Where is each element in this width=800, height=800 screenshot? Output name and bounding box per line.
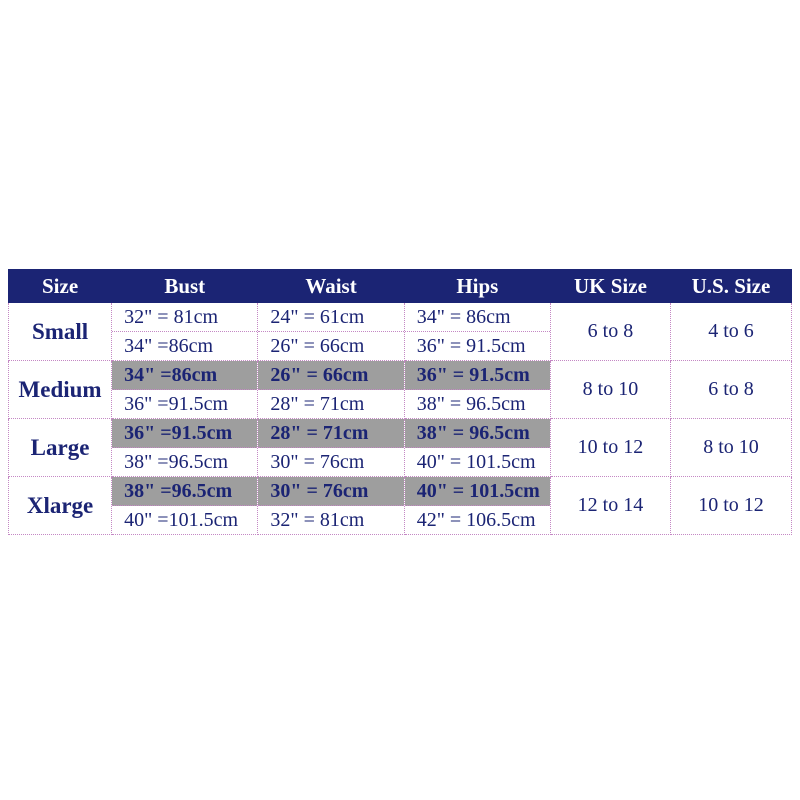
row-bust-cell: [112, 477, 258, 535]
waist-value-top: 24" = 61cm: [258, 303, 403, 332]
row-size-label: Medium: [9, 361, 112, 419]
bust-value-top: 34" =86cm: [112, 361, 257, 390]
hips-value-top: 40" = 101.5cm: [405, 477, 550, 506]
column-header-hips: Hips: [404, 270, 550, 303]
bust-value-top: 38" =96.5cm: [112, 477, 257, 506]
row-bust-cell: [112, 361, 258, 419]
hips-value-top: 34" = 86cm: [405, 303, 550, 332]
row-size-label: Large: [9, 419, 112, 477]
waist-value-top: 28" = 71cm: [258, 419, 403, 448]
column-header-waist: Waist: [258, 270, 404, 303]
bust-value-top: 32" = 81cm: [112, 303, 257, 332]
bust-value-bottom: 38" =96.5cm: [124, 451, 229, 473]
row-uk-size: 8 to 10: [550, 361, 670, 419]
row-hips-cell: [404, 303, 550, 361]
row-hips-cell: [404, 361, 550, 419]
column-header-us: U.S. Size: [670, 270, 791, 303]
table-row: [9, 477, 792, 535]
table-row: [9, 419, 792, 477]
row-size-label: Xlarge: [9, 477, 112, 535]
row-uk-size: 6 to 8: [550, 303, 670, 361]
waist-value-bottom: 26" = 66cm: [270, 335, 365, 357]
column-header-uk: UK Size: [550, 270, 670, 303]
hips-value-bottom: 42" = 106.5cm: [416, 509, 536, 531]
column-header-bust: Bust: [112, 270, 258, 303]
table-row: [9, 303, 792, 361]
bust-value-bottom: 40" =101.5cm: [124, 509, 239, 531]
row-waist-cell: [258, 419, 404, 477]
bust-value-top: 36" =91.5cm: [112, 419, 257, 448]
row-bust-cell: [112, 419, 258, 477]
hips-value-bottom: 36" = 91.5cm: [416, 335, 526, 357]
waist-value-bottom: 32" = 81cm: [270, 509, 365, 531]
row-bust-cell: [112, 303, 258, 361]
row-waist-cell: [258, 361, 404, 419]
table-row: [9, 361, 792, 419]
column-header-size: Size: [9, 270, 112, 303]
row-us-size: 8 to 10: [670, 419, 791, 477]
row-size-label: Small: [9, 303, 112, 361]
row-uk-size: 10 to 12: [550, 419, 670, 477]
size-chart-table: [8, 269, 792, 535]
bust-value-bottom: 34" =86cm: [124, 335, 214, 357]
row-hips-cell: [404, 419, 550, 477]
hips-value-top: 36" = 91.5cm: [405, 361, 550, 390]
waist-value-top: 30" = 76cm: [258, 477, 403, 506]
size-chart-container: [8, 269, 792, 535]
row-us-size: 4 to 6: [670, 303, 791, 361]
hips-value-top: 38" = 96.5cm: [405, 419, 550, 448]
waist-value-top: 26" = 66cm: [258, 361, 403, 390]
row-waist-cell: [258, 303, 404, 361]
waist-value-bottom: 30" = 76cm: [270, 451, 365, 473]
table-header-row: [9, 270, 792, 303]
row-waist-cell: [258, 477, 404, 535]
hips-value-bottom: 40" = 101.5cm: [416, 451, 536, 473]
row-us-size: 6 to 8: [670, 361, 791, 419]
waist-value-bottom: 28" = 71cm: [270, 393, 365, 415]
hips-value-bottom: 38" = 96.5cm: [416, 393, 526, 415]
bust-value-bottom: 36" =91.5cm: [124, 393, 229, 415]
row-hips-cell: [404, 477, 550, 535]
row-uk-size: 12 to 14: [550, 477, 670, 535]
row-us-size: 10 to 12: [670, 477, 791, 535]
